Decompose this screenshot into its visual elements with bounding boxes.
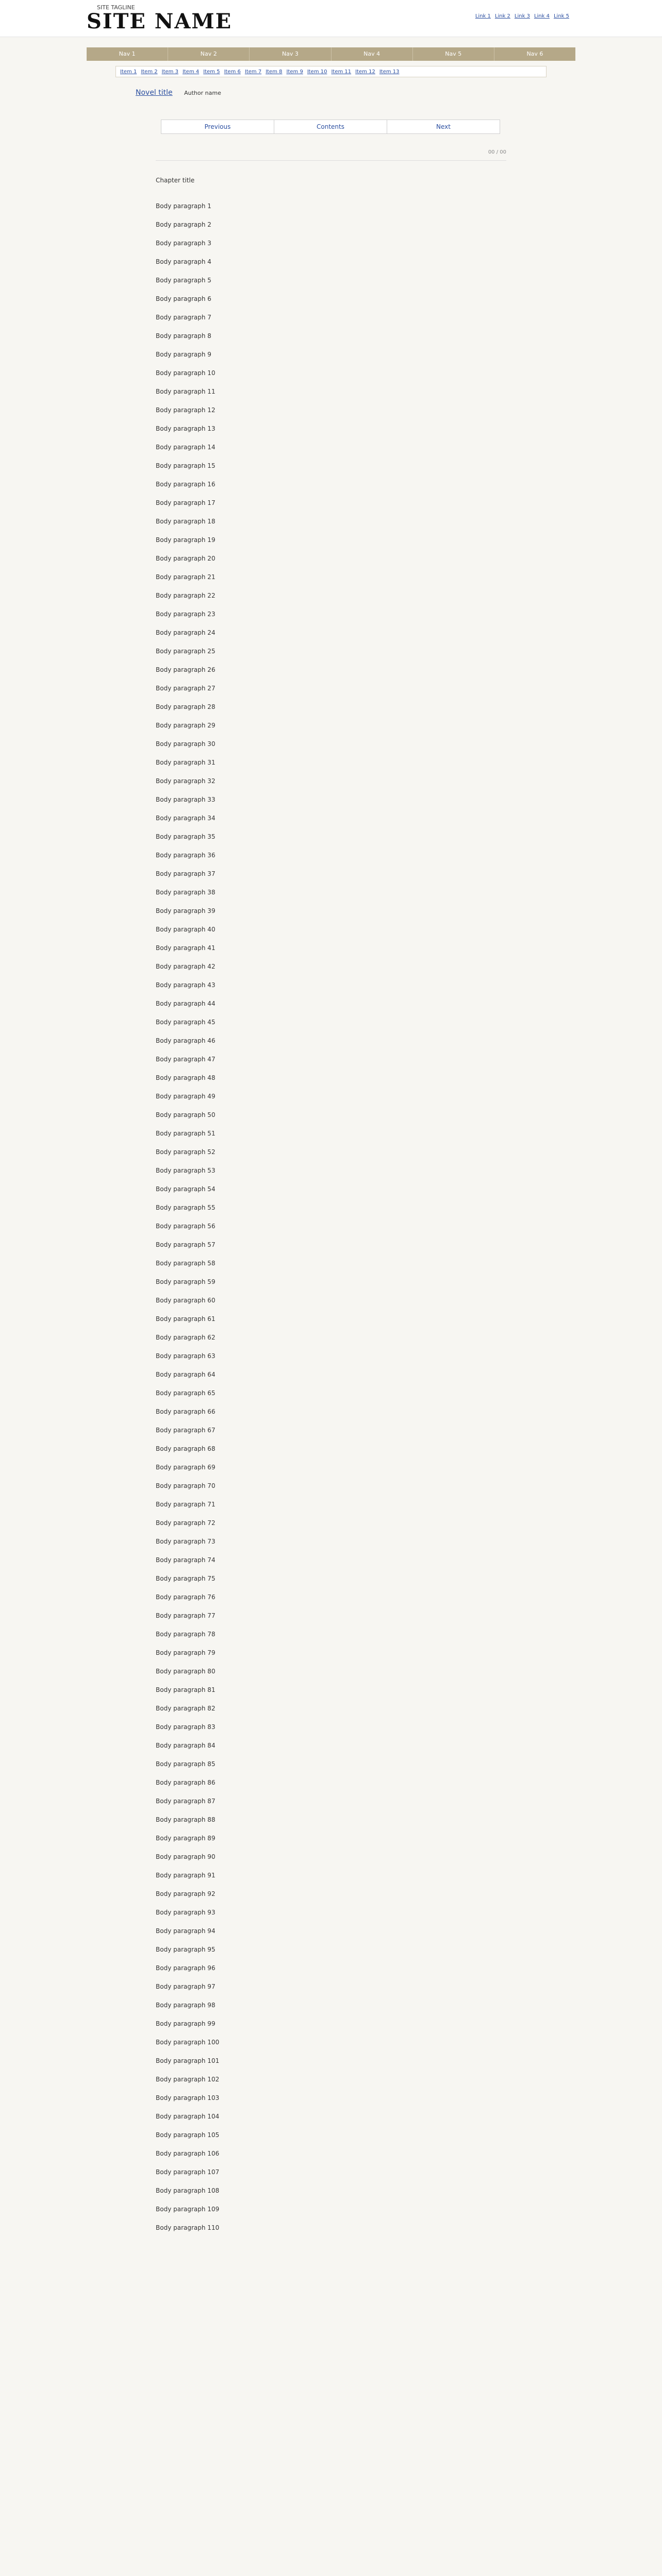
body-paragraph: Body paragraph 28 xyxy=(156,703,216,710)
body-paragraph: Body paragraph 74 xyxy=(156,1556,216,1564)
divider xyxy=(156,160,506,161)
sub-nav xyxy=(115,66,547,77)
body-paragraph: Body paragraph 14 xyxy=(156,444,216,451)
main-nav-item[interactable]: Nav 1 xyxy=(87,47,168,61)
body-paragraph: Body paragraph 100 xyxy=(156,2039,220,2046)
body-paragraph: Body paragraph 33 xyxy=(156,796,216,803)
body-paragraph: Body paragraph 24 xyxy=(156,629,216,636)
body-paragraph: Body paragraph 104 xyxy=(156,2113,220,2120)
table-of-contents-link[interactable]: Contents xyxy=(274,120,387,133)
body-paragraph: Body paragraph 53 xyxy=(156,1167,216,1174)
sub-nav-item[interactable]: Item 12 xyxy=(355,69,375,75)
body-paragraph: Body paragraph 98 xyxy=(156,2002,216,2009)
body-paragraph: Body paragraph 69 xyxy=(156,1464,216,1471)
body-paragraph: Body paragraph 41 xyxy=(156,944,216,952)
body-paragraph: Body paragraph 80 xyxy=(156,1668,216,1675)
body-paragraph: Body paragraph 99 xyxy=(156,2020,216,2027)
main-nav-item[interactable]: Nav 4 xyxy=(332,47,413,61)
body-paragraph: Body paragraph 57 xyxy=(156,1241,216,1248)
body-paragraph: Body paragraph 96 xyxy=(156,1964,216,1972)
body-paragraph: Body paragraph 84 xyxy=(156,1742,216,1749)
body-paragraph: Body paragraph 34 xyxy=(156,815,216,822)
main-nav-item[interactable]: Nav 2 xyxy=(168,47,250,61)
body-paragraph: Body paragraph 40 xyxy=(156,926,216,933)
header-links xyxy=(475,13,569,19)
sub-nav-item[interactable]: Item 1 xyxy=(120,69,137,75)
body-paragraph: Body paragraph 5 xyxy=(156,277,211,284)
body-paragraph: Body paragraph 105 xyxy=(156,2131,220,2139)
sub-nav-item[interactable]: Item 8 xyxy=(266,69,283,75)
body-paragraph: Body paragraph 102 xyxy=(156,2076,220,2083)
body-paragraph: Body paragraph 10 xyxy=(156,369,216,377)
body-paragraph: Body paragraph 17 xyxy=(156,499,216,506)
body-paragraph: Body paragraph 49 xyxy=(156,1093,216,1100)
body-paragraph: Body paragraph 7 xyxy=(156,314,211,321)
body-paragraph: Body paragraph 106 xyxy=(156,2150,220,2157)
body-paragraph: Body paragraph 8 xyxy=(156,332,211,340)
body-paragraph: Body paragraph 48 xyxy=(156,1074,216,1081)
main-nav-item[interactable]: Nav 5 xyxy=(413,47,494,61)
body-paragraph: Body paragraph 32 xyxy=(156,777,216,785)
body-paragraph: Body paragraph 76 xyxy=(156,1594,216,1601)
site-header xyxy=(0,0,662,37)
body-paragraph: Body paragraph 56 xyxy=(156,1223,216,1230)
body-paragraph: Body paragraph 103 xyxy=(156,2094,220,2102)
body-paragraph: Body paragraph 95 xyxy=(156,1946,216,1953)
sub-nav-item[interactable]: Item 6 xyxy=(224,69,241,75)
body-paragraph: Body paragraph 21 xyxy=(156,573,216,581)
body-paragraph: Body paragraph 79 xyxy=(156,1649,216,1656)
body-paragraph: Body paragraph 60 xyxy=(156,1297,216,1304)
body-paragraph: Body paragraph 81 xyxy=(156,1686,216,1693)
chapter-pager xyxy=(161,120,500,134)
body-paragraph: Body paragraph 12 xyxy=(156,406,216,414)
body-paragraph: Body paragraph 71 xyxy=(156,1501,216,1508)
body-paragraph: Body paragraph 23 xyxy=(156,611,216,618)
body-paragraph: Body paragraph 27 xyxy=(156,685,216,692)
sub-nav-item[interactable]: Item 4 xyxy=(182,69,200,75)
body-paragraph: Body paragraph 83 xyxy=(156,1723,216,1731)
body-paragraph: Body paragraph 45 xyxy=(156,1019,216,1026)
body-paragraph: Body paragraph 13 xyxy=(156,425,216,432)
body-paragraph: Body paragraph 22 xyxy=(156,592,216,599)
sub-nav-item[interactable]: Item 3 xyxy=(161,69,178,75)
body-paragraph: Body paragraph 66 xyxy=(156,1408,216,1415)
header-link[interactable]: Link 5 xyxy=(553,13,569,19)
body-paragraph: Body paragraph 2 xyxy=(156,221,211,228)
body-paragraph: Body paragraph 18 xyxy=(156,518,216,525)
body-paragraph: Body paragraph 101 xyxy=(156,2057,220,2064)
body-paragraph: Body paragraph 31 xyxy=(156,759,216,766)
header-link[interactable]: Link 3 xyxy=(514,13,530,19)
body-paragraph: Body paragraph 6 xyxy=(156,295,211,302)
body-paragraph: Body paragraph 86 xyxy=(156,1779,216,1786)
body-paragraph: Body paragraph 91 xyxy=(156,1872,216,1879)
novel-author[interactable]: Author name xyxy=(184,90,221,96)
header-link[interactable]: Link 2 xyxy=(494,13,510,19)
body-paragraph: Body paragraph 39 xyxy=(156,907,216,914)
body-paragraph: Body paragraph 77 xyxy=(156,1612,216,1619)
body-paragraph: Body paragraph 93 xyxy=(156,1909,216,1916)
body-paragraph: Body paragraph 1 xyxy=(156,202,211,210)
body-paragraph: Body paragraph 55 xyxy=(156,1204,216,1211)
body-paragraph: Body paragraph 75 xyxy=(156,1575,216,1582)
novel-title-link[interactable]: Novel title xyxy=(136,89,173,97)
body-paragraph: Body paragraph 68 xyxy=(156,1445,216,1452)
body-paragraph: Body paragraph 64 xyxy=(156,1371,216,1378)
body-paragraph: Body paragraph 43 xyxy=(156,981,216,989)
body-paragraph: Body paragraph 47 xyxy=(156,1056,216,1063)
body-paragraph: Body paragraph 92 xyxy=(156,1890,216,1897)
sub-nav-item[interactable]: Item 7 xyxy=(244,69,262,75)
body-paragraph: Body paragraph 9 xyxy=(156,351,211,358)
body-paragraph: Body paragraph 78 xyxy=(156,1631,216,1638)
sub-nav-item[interactable]: Item 5 xyxy=(203,69,220,75)
body-paragraph: Body paragraph 110 xyxy=(156,2224,220,2231)
body-paragraph: Body paragraph 20 xyxy=(156,555,216,562)
body-paragraph: Body paragraph 52 xyxy=(156,1148,216,1156)
body-paragraph: Body paragraph 25 xyxy=(156,648,216,655)
body-paragraph: Body paragraph 15 xyxy=(156,462,216,469)
header-link[interactable]: Link 1 xyxy=(475,13,491,19)
body-paragraph: Body paragraph 65 xyxy=(156,1389,216,1397)
main-nav-item[interactable]: Nav 3 xyxy=(250,47,331,61)
body-paragraph: Body paragraph 3 xyxy=(156,240,211,247)
body-paragraph: Body paragraph 89 xyxy=(156,1835,216,1842)
main-nav xyxy=(87,47,575,61)
body-paragraph: Body paragraph 109 xyxy=(156,2206,220,2213)
next-chapter-link[interactable]: Next xyxy=(436,123,451,130)
site-logo[interactable]: SITE NAME xyxy=(87,9,233,33)
sub-nav-item[interactable]: Item 10 xyxy=(307,69,327,75)
body-paragraph: Body paragraph 97 xyxy=(156,1983,216,1990)
body-paragraph: Body paragraph 46 xyxy=(156,1037,216,1044)
body-paragraph: Body paragraph 70 xyxy=(156,1482,216,1489)
logo-tagline: SITE TAGLINE xyxy=(97,4,135,11)
body-paragraph: Body paragraph 85 xyxy=(156,1760,216,1768)
sub-nav-item[interactable]: Item 11 xyxy=(331,69,352,75)
body-paragraph: Body paragraph 4 xyxy=(156,258,211,265)
body-paragraph: Body paragraph 61 xyxy=(156,1315,216,1323)
body-paragraph: Body paragraph 67 xyxy=(156,1427,216,1434)
header-link[interactable]: Link 4 xyxy=(534,13,550,19)
body-paragraph: Body paragraph 54 xyxy=(156,1185,216,1193)
body-paragraph: Body paragraph 87 xyxy=(156,1798,216,1805)
body-paragraph: Body paragraph 29 xyxy=(156,722,216,729)
prev-chapter-link[interactable]: Previous xyxy=(161,120,274,133)
body-paragraph: Body paragraph 44 xyxy=(156,1000,216,1007)
chapter-title: Chapter title xyxy=(156,177,195,184)
body-paragraph: Body paragraph 73 xyxy=(156,1538,216,1545)
main-nav-item[interactable]: Nav 6 xyxy=(526,50,543,57)
sub-nav-item[interactable]: Item 2 xyxy=(141,69,158,75)
page-count: 00 / 00 xyxy=(488,149,506,155)
body-paragraph: Body paragraph 82 xyxy=(156,1705,216,1712)
body-paragraph: Body paragraph 16 xyxy=(156,481,216,488)
body-paragraph: Body paragraph 37 xyxy=(156,870,216,877)
body-paragraph: Body paragraph 36 xyxy=(156,852,216,859)
body-paragraph: Body paragraph 42 xyxy=(156,963,216,970)
body-paragraph: Body paragraph 50 xyxy=(156,1111,216,1118)
novel-heading xyxy=(136,89,221,97)
body-paragraph: Body paragraph 58 xyxy=(156,1260,216,1267)
body-paragraph: Body paragraph 88 xyxy=(156,1816,216,1823)
chapter-body xyxy=(156,201,506,2233)
body-paragraph: Body paragraph 51 xyxy=(156,1130,216,1137)
body-paragraph: Body paragraph 59 xyxy=(156,1278,216,1285)
body-paragraph: Body paragraph 30 xyxy=(156,740,216,748)
body-paragraph: Body paragraph 38 xyxy=(156,889,216,896)
body-paragraph: Body paragraph 62 xyxy=(156,1334,216,1341)
body-paragraph: Body paragraph 26 xyxy=(156,666,216,673)
body-paragraph: Body paragraph 108 xyxy=(156,2187,220,2194)
body-paragraph: Body paragraph 107 xyxy=(156,2168,220,2176)
sub-nav-item[interactable]: Item 13 xyxy=(379,69,400,75)
body-paragraph: Body paragraph 63 xyxy=(156,1352,216,1360)
chapter-content xyxy=(156,149,506,2241)
body-paragraph: Body paragraph 11 xyxy=(156,388,216,395)
body-paragraph: Body paragraph 90 xyxy=(156,1853,216,1860)
body-paragraph: Body paragraph 94 xyxy=(156,1927,216,1935)
body-paragraph: Body paragraph 35 xyxy=(156,833,216,840)
body-paragraph: Body paragraph 19 xyxy=(156,536,216,544)
body-paragraph: Body paragraph 72 xyxy=(156,1519,216,1527)
sub-nav-item[interactable]: Item 9 xyxy=(286,69,303,75)
